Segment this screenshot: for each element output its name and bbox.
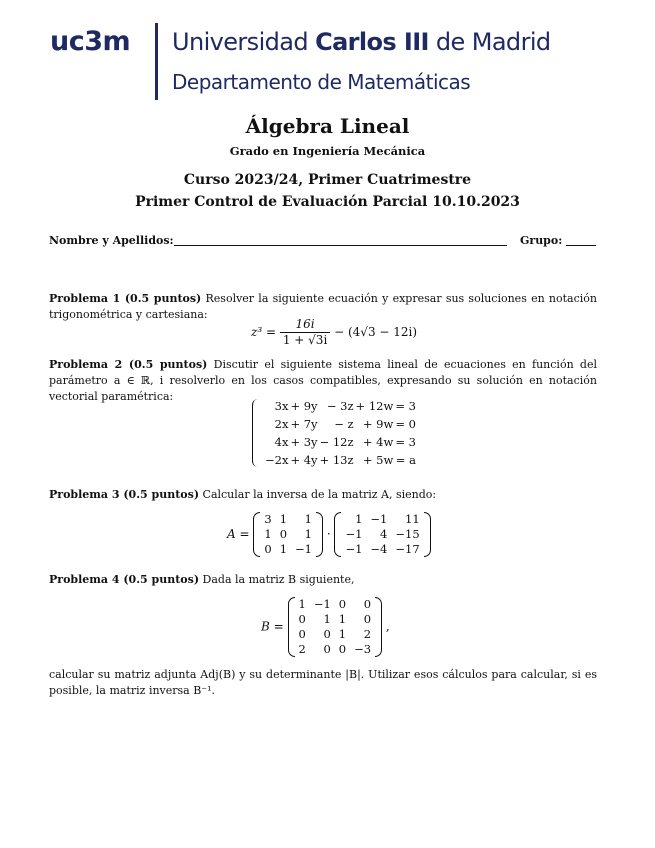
system-equation-cell: + 9w xyxy=(362,417,394,431)
matrix-a2-row xyxy=(341,542,423,557)
matrix-b-row xyxy=(295,642,376,657)
problem-3-equation xyxy=(227,512,431,557)
problem-2-label: Problema 2 (0.5 puntos) xyxy=(49,358,208,371)
problem-4-equation xyxy=(261,597,390,657)
fraction-denominator: 1 + √3i xyxy=(282,333,328,347)
matrix-b-cell: 2 xyxy=(298,642,306,656)
matrix-b-cell: −3 xyxy=(354,642,372,656)
matrix-b-cell: 1 xyxy=(338,627,347,641)
exam-line: Primer Control de Evaluación Parcial 10.10.2023 xyxy=(135,194,520,210)
system-equation-cell: − 3z xyxy=(326,399,354,413)
matrix-b-row xyxy=(295,627,376,642)
matrix-a1-cell: 1 xyxy=(264,527,272,541)
name-label: Nombre y Apellidos: xyxy=(49,234,174,247)
matrix-b-row xyxy=(295,612,376,627)
matrix-a1-row xyxy=(260,512,316,527)
equation-tail: − (4√3 − 12i) xyxy=(334,325,418,339)
system-equation-cell: + 13z xyxy=(319,453,354,467)
problem-3 xyxy=(49,487,597,503)
matrix-b-cell: 0 xyxy=(363,612,372,626)
matrix-a2-cell: −15 xyxy=(395,527,420,541)
problem-4-label: Problema 4 (0.5 puntos) xyxy=(49,573,200,586)
system-equation-row xyxy=(264,415,417,433)
system-equation-cell: = 3 xyxy=(395,399,416,413)
matrix-b-cell: −1 xyxy=(313,597,331,611)
matrix-a1-row xyxy=(260,527,316,542)
department-name: Departamento de Matemáticas xyxy=(172,70,471,94)
system-equation-cell: = a xyxy=(395,453,416,467)
problem-1-equation xyxy=(251,317,417,348)
system-equation-row xyxy=(264,397,417,415)
matrix-a1-cell: 3 xyxy=(264,512,272,526)
matrix-a2-cell: −1 xyxy=(345,542,363,556)
matrix-b-cell: 0 xyxy=(323,627,331,641)
matrix-b-cell: 1 xyxy=(338,612,347,626)
matrix-b-cell: 0 xyxy=(338,642,347,656)
matrix-a1-cell: 1 xyxy=(279,512,288,526)
matrix-b-cell: 0 xyxy=(323,642,331,656)
problem-2-text: Discutir el siguiente sistema lineal de ecuaciones en función del parámetro a ∈ ℝ, i resolverlo en los casos compatibles, expresando su solución en notación vectorial paramétrica: xyxy=(49,358,597,403)
system-equation-cell: + 3y xyxy=(290,435,318,449)
problem-2-system xyxy=(254,397,417,469)
problem-4-text: Dada la matriz B siguiente, xyxy=(199,573,355,586)
problem-1-text: Resolver la siguiente ecuación y expresar sus soluciones en notación trigonométrica y cartesiana: xyxy=(49,292,597,321)
system-equation-cell: + 4w xyxy=(362,435,394,449)
matrix-b-row xyxy=(295,597,376,612)
matrix-a-factor-1 xyxy=(253,512,323,557)
matrix-b-lhs: B = xyxy=(261,619,284,634)
system-equation-cell: + 7y xyxy=(290,417,318,431)
matrix-a1-cell: 1 xyxy=(279,542,288,556)
system-equation-cell: 4x xyxy=(274,435,289,449)
equation-fraction xyxy=(280,317,330,348)
problem-3-text: Calcular la inversa de la matriz A, siendo: xyxy=(199,488,437,501)
matrix-a1-row xyxy=(260,542,316,557)
matrix-a2-row xyxy=(341,527,423,542)
system-equation-row xyxy=(264,451,417,469)
system-brace xyxy=(252,399,261,467)
matrix-a2-cell: −1 xyxy=(370,512,388,526)
matrix-b-cell: 1 xyxy=(298,597,306,611)
matrix-b-cell: 1 xyxy=(323,612,331,626)
group-input-line[interactable] xyxy=(566,245,596,246)
matrix-a-factor-2 xyxy=(334,512,430,557)
system-equation-cell: + 5w xyxy=(362,453,394,467)
uc3m-logo: uc3m xyxy=(50,26,131,57)
degree-name: Grado en Ingeniería Mecánica xyxy=(229,144,426,158)
matrix-b-cell: 0 xyxy=(338,597,347,611)
page-title: Álgebra Lineal xyxy=(245,114,410,138)
system-equation-cell: 3x xyxy=(274,399,289,413)
fraction-numerator: 16i xyxy=(280,317,330,333)
matrix-b-trail: , xyxy=(385,619,390,634)
matrix-a1-cell: 1 xyxy=(304,512,312,526)
matrix-a-lhs: A = xyxy=(227,527,250,541)
matrix-b-cell: 2 xyxy=(363,627,372,641)
problem-1-label: Problema 1 (0.5 puntos) xyxy=(49,292,202,305)
name-input-line[interactable] xyxy=(174,245,507,246)
system-equation-cell: + 12w xyxy=(355,399,394,413)
matrix-a1-cell: 0 xyxy=(279,527,288,541)
problem-3-label: Problema 3 (0.5 puntos) xyxy=(49,488,200,501)
system-equation-row xyxy=(264,433,417,451)
matrix-a2-cell: −1 xyxy=(345,527,363,541)
system-equation-cell: + 9y xyxy=(290,399,318,413)
group-label: Grupo: xyxy=(520,234,563,247)
university-bold: Carlos III xyxy=(315,28,429,56)
matrix-b xyxy=(288,597,383,657)
system-equation-cell: 2x xyxy=(274,417,289,431)
matrix-a2-cell: 4 xyxy=(380,527,388,541)
matrix-a2-row xyxy=(341,512,423,527)
system-equation-cell: = 3 xyxy=(395,435,416,449)
university-tail: de Madrid xyxy=(428,28,551,56)
matrix-a2-cell: 11 xyxy=(405,512,420,526)
matrix-b-cell: 0 xyxy=(298,627,306,641)
matrix-a2-cell: 1 xyxy=(355,512,363,526)
equation-lhs: z³ = xyxy=(251,325,277,339)
matrix-a1-cell: −1 xyxy=(295,542,312,556)
matrix-a1-cell: 0 xyxy=(264,542,272,556)
system-equation-cell: = 0 xyxy=(395,417,416,431)
problem-4 xyxy=(49,572,597,588)
matrix-product-dot: · xyxy=(326,527,331,541)
course-line: Curso 2023/24, Primer Cuatrimestre xyxy=(183,172,472,188)
logo-divider xyxy=(155,23,158,100)
system-equation-cell: −2x xyxy=(265,453,289,467)
university-name xyxy=(172,28,551,56)
matrix-b-cell: 0 xyxy=(363,597,372,611)
system-equation-cell: − z xyxy=(334,417,354,431)
university-regular: Universidad xyxy=(172,28,316,56)
matrix-a2-cell: −4 xyxy=(370,542,388,556)
matrix-a2-cell: −17 xyxy=(395,542,420,556)
system-equation-cell: − 12z xyxy=(319,435,354,449)
matrix-b-cell: 0 xyxy=(298,612,306,626)
matrix-a1-cell: 1 xyxy=(304,527,312,541)
problem-4-continuation: calcular su matriz adjunta Adj(B) y su determinante |B|. Utilizar esos cálculos para calcular, si es posible, la matriz inversa B⁻¹. xyxy=(49,668,597,697)
system-equation-cell: + 4y xyxy=(290,453,318,467)
